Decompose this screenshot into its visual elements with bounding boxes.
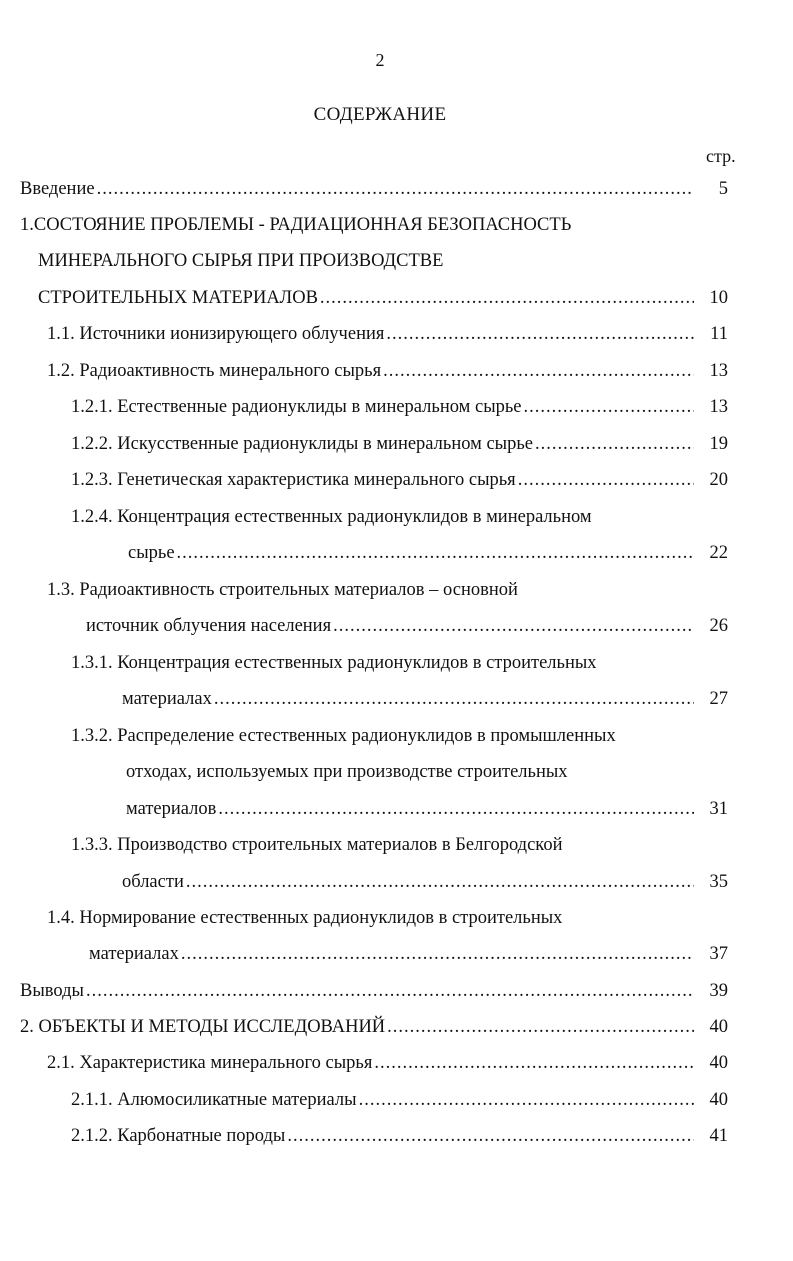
- toc-entry-1-3-3-line-1[interactable]: 1.3.3. Производство строительных материалов в Белгородской: [71, 835, 563, 855]
- toc-entry-1-2-3[interactable]: 1.2.3. Генетическая характеристика минерального сырья ..... 20: [71, 467, 728, 493]
- page-ref: 13: [709, 361, 728, 381]
- dot-leader: [177, 540, 694, 566]
- toc-entry-1-3-3[interactable]: области ..... 35: [122, 869, 728, 895]
- dot-leader: [359, 1087, 694, 1113]
- dot-leader: [287, 1123, 694, 1149]
- toc-entry-1-3-line-1[interactable]: 1.3. Радиоактивность строительных материалов – основной: [47, 580, 518, 600]
- page-ref: 40: [709, 1090, 728, 1110]
- page-ref: 13: [709, 397, 728, 417]
- page-ref: 40: [709, 1017, 728, 1037]
- page-ref: 11: [710, 324, 728, 344]
- page-title: СОДЕРЖАНИЕ: [313, 104, 447, 125]
- toc-entry-1-3-1-line-1[interactable]: 1.3.1. Концентрация естественных радионуклидов в строительных: [71, 653, 597, 673]
- dot-leader: [214, 686, 694, 712]
- toc-entry-1-3-2[interactable]: материалов ..... 31: [126, 796, 728, 822]
- toc-entry-1-4-line-1[interactable]: 1.4. Нормирование естественных радионуклидов в строительных: [47, 908, 563, 928]
- dot-leader: [387, 1014, 694, 1040]
- page-ref: 27: [709, 689, 728, 709]
- toc-entry-1-2-4[interactable]: сырье ..... 22: [128, 540, 728, 566]
- page-ref: 22: [709, 543, 728, 563]
- page-ref: 37: [709, 944, 728, 964]
- page-ref: 41: [709, 1126, 728, 1146]
- dot-leader: [386, 321, 694, 347]
- page-ref: 10: [709, 288, 728, 308]
- toc-entry-chapter-2[interactable]: 2. ОБЪЕКТЫ И МЕТОДЫ ИССЛЕДОВАНИЙ ..... 40: [20, 1014, 728, 1040]
- toc-entry-1-2[interactable]: 1.2. Радиоактивность минерального сырья ..... 13: [47, 358, 728, 384]
- toc-entry-1-3-1[interactable]: материалах ..... 27: [122, 686, 728, 712]
- dot-leader: [524, 394, 694, 420]
- page-ref: 26: [709, 616, 728, 636]
- dot-leader: [383, 358, 694, 384]
- toc-entry-introduction[interactable]: Введение ..... 5: [20, 176, 728, 202]
- dot-leader: [186, 869, 694, 895]
- page-ref: 35: [709, 872, 728, 892]
- toc-entry-1-3-2-line-2[interactable]: отходах, используемых при производстве строительных: [126, 762, 568, 782]
- toc-entry-2-1-1[interactable]: 2.1.1. Алюмосиликатные материалы ..... 40: [71, 1087, 728, 1113]
- page-number: 2: [375, 50, 385, 70]
- toc-entry-1-2-2[interactable]: 1.2.2. Искусственные радионуклиды в минеральном сырье ..... 19: [71, 431, 728, 457]
- page-ref: 19: [709, 434, 728, 454]
- dot-leader: [374, 1050, 694, 1076]
- page-column-header: стр.: [706, 146, 736, 166]
- toc-entry-1-3[interactable]: источник облучения населения ..... 26: [86, 613, 728, 639]
- dot-leader: [333, 613, 694, 639]
- page-ref: 40: [709, 1053, 728, 1073]
- page-ref: 31: [709, 799, 728, 819]
- toc-entry-2-1-2[interactable]: 2.1.2. Карбонатные породы ..... 41: [71, 1123, 728, 1149]
- page-ref: 20: [709, 470, 728, 490]
- page-ref: 5: [718, 179, 728, 199]
- toc-entry-1-2-4-line-1[interactable]: 1.2.4. Концентрация естественных радионуклидов в минеральном: [71, 507, 592, 527]
- toc-entry-1-1[interactable]: 1.1. Источники ионизирующего облучения ..... 11: [47, 321, 728, 347]
- dot-leader: [218, 796, 694, 822]
- toc-entry-2-1[interactable]: 2.1. Характеристика минерального сырья ..... 40: [47, 1050, 728, 1076]
- toc-entry-1-2-1[interactable]: 1.2.1. Естественные радионуклиды в минеральном сырье ..... 13: [71, 394, 728, 420]
- toc-entry-chapter-1-line-2[interactable]: МИНЕРАЛЬНОГО СЫРЬЯ ПРИ ПРОИЗВОДСТВЕ: [38, 251, 444, 271]
- toc-entry-conclusions[interactable]: Выводы ..... 39: [20, 978, 728, 1004]
- toc-entry-1-4[interactable]: материалах ..... 37: [89, 941, 728, 967]
- dot-leader: [518, 467, 694, 493]
- dot-leader: [535, 431, 694, 457]
- dot-leader: [181, 941, 694, 967]
- dot-leader: [320, 285, 694, 311]
- toc-entry-1-3-2-line-1[interactable]: 1.3.2. Распределение естественных радионуклидов в промышленных: [71, 726, 616, 746]
- dot-leader: [97, 176, 694, 202]
- page-ref: 39: [709, 981, 728, 1001]
- toc-entry-chapter-1[interactable]: СТРОИТЕЛЬНЫХ МАТЕРИАЛОВ ..... 10: [38, 285, 728, 311]
- dot-leader: [86, 978, 694, 1004]
- toc-entry-chapter-1-line-1[interactable]: 1.СОСТОЯНИЕ ПРОБЛЕМЫ - РАДИАЦИОННАЯ БЕЗОПАСНОСТЬ: [20, 215, 572, 235]
